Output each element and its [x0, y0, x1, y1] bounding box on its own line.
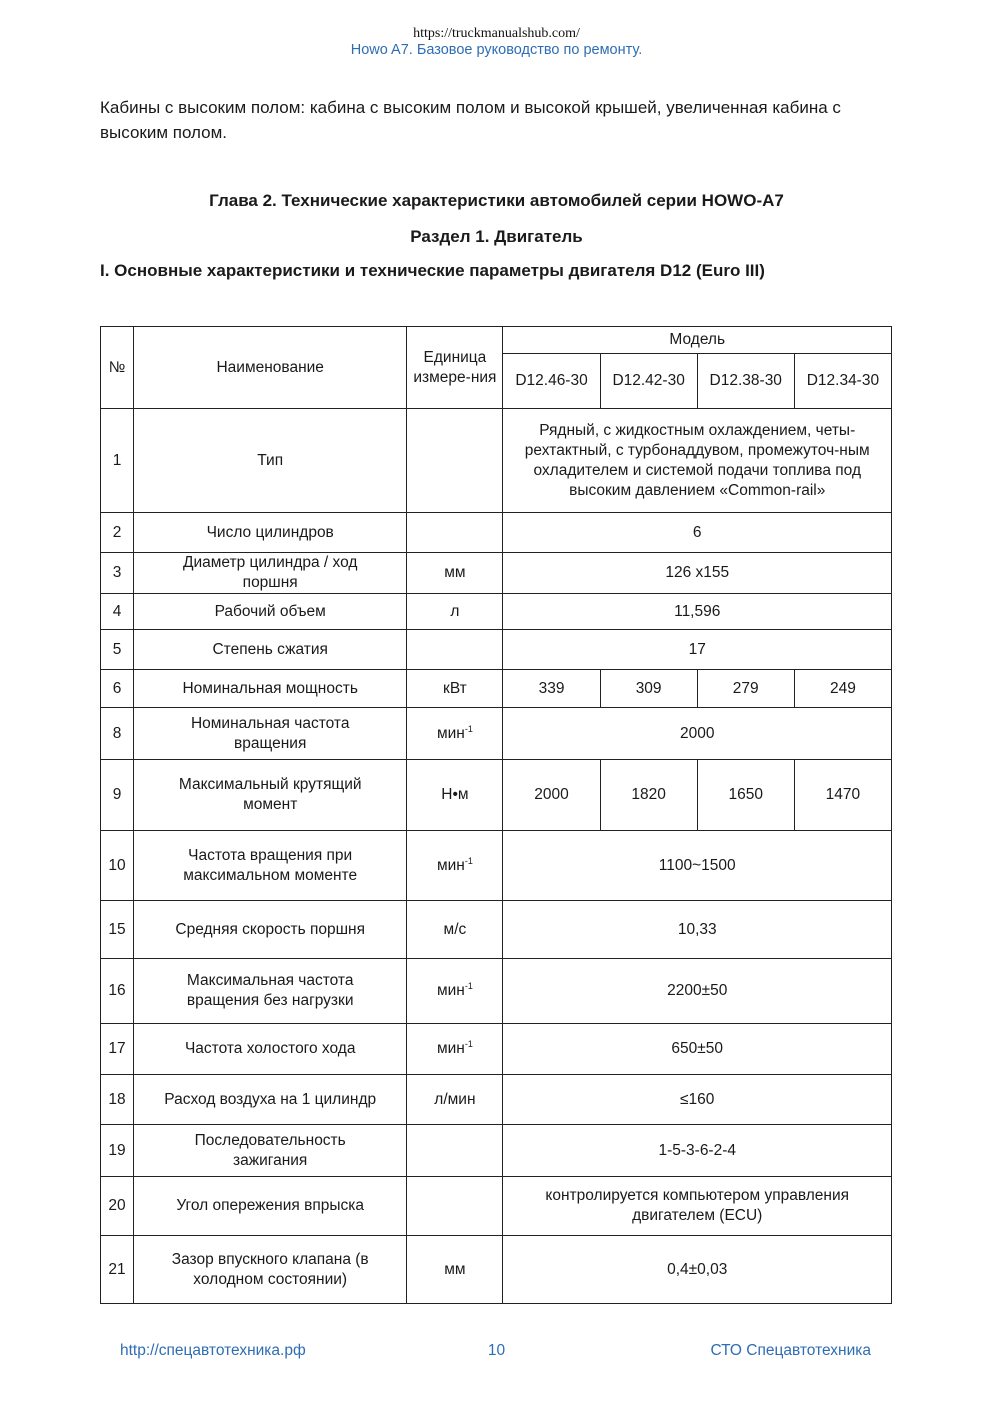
row-unit	[407, 760, 503, 831]
row-parameter-name: Последовательность зажигания	[134, 1125, 407, 1177]
row-number: 9	[101, 760, 134, 831]
row-unit-text: мин	[436, 724, 465, 742]
row-unit-exponent: -1	[464, 723, 473, 734]
table-row	[101, 409, 892, 513]
row-value-model-1: 2000	[503, 760, 600, 831]
spec-table-body	[101, 409, 892, 1304]
subsection-heading: I. Основные характеристики и технические параметры двигателя D12 (Euro III)	[100, 261, 765, 280]
table-row	[101, 513, 892, 553]
table-row	[101, 1236, 892, 1304]
row-unit	[407, 670, 503, 708]
row-parameter-name: Средняя скорость поршня	[134, 901, 407, 959]
row-number: 10	[101, 831, 134, 901]
footer-link[interactable]: http://спецавтотехника.рф	[120, 1342, 306, 1359]
row-number: 17	[101, 1024, 134, 1075]
header-model-d12-34-30: D12.34-30	[794, 354, 891, 409]
row-unit-exponent: -1	[464, 981, 473, 991]
table-row	[101, 1125, 892, 1177]
running-header: Howo A7. Базовое руководство по ремонту.	[350, 42, 643, 58]
row-unit-text: мин	[436, 1040, 465, 1057]
row-value-model-2: 1820	[600, 760, 697, 831]
row-value-all-models: 17	[503, 630, 892, 670]
table-row	[101, 553, 892, 594]
row-unit-text: мм	[444, 564, 466, 581]
row-number: 3	[101, 553, 134, 594]
row-parameter-name: Максимальный крутящий момент	[134, 760, 407, 831]
table-row	[101, 670, 892, 708]
row-parameter-name: Угол опережения впрыска	[134, 1177, 407, 1236]
row-parameter-name: Тип	[134, 409, 407, 513]
row-parameter-name: Расход воздуха на 1 цилиндр	[134, 1075, 407, 1125]
row-parameter-name: Частота холостого хода	[134, 1024, 407, 1075]
row-unit	[407, 1024, 503, 1075]
row-unit	[407, 409, 503, 513]
row-value-all-models: 1-5-3-6-2-4	[503, 1125, 892, 1177]
row-value-all-models: 10,33	[503, 901, 892, 959]
header-model-d12-46-30: D12.46-30	[503, 354, 600, 409]
row-unit-exponent: -1	[464, 1039, 473, 1049]
row-unit-text: Н•м	[441, 786, 469, 803]
table-row	[101, 1075, 892, 1125]
row-number: 15	[101, 901, 134, 959]
row-unit	[407, 513, 503, 553]
row-number: 18	[101, 1075, 134, 1125]
row-value-model-1: 339	[503, 670, 600, 708]
row-number: 16	[101, 959, 134, 1024]
row-value-all-models: ≤160	[503, 1075, 892, 1125]
table-row	[101, 959, 892, 1024]
row-unit	[407, 1177, 503, 1236]
row-value-all-models: 2000	[503, 708, 892, 760]
header-no: №	[101, 327, 134, 409]
row-unit-text: мин	[436, 856, 465, 874]
row-value-all-models: контролируется компьютером управления двигателем (ECU)	[503, 1177, 892, 1236]
row-unit-text: кВт	[443, 679, 467, 697]
row-unit	[407, 831, 503, 901]
chapter-heading: Глава 2. Технические характеристики автомобилей серии HOWO-A7	[209, 191, 784, 210]
row-value-all-models: 6	[503, 513, 892, 553]
row-parameter-name: Рабочий объем	[134, 594, 407, 630]
table-row	[101, 1177, 892, 1236]
row-number: 5	[101, 630, 134, 670]
row-number: 2	[101, 513, 134, 553]
header-model-d12-38-30: D12.38-30	[697, 354, 794, 409]
row-value-all-models: 0,4±0,03	[503, 1236, 892, 1304]
row-number: 20	[101, 1177, 134, 1236]
table-row	[101, 708, 892, 760]
row-value-all-models: Рядный, с жидкостным охлаждением, четы-рехтактный, с турбонаддувом, промежуточ-ным охладителем и системой подачи топлива под высоким давлением «Common-rail»	[503, 409, 892, 513]
row-number: 4	[101, 594, 134, 630]
source-url: https://truckmanualshub.com/	[413, 26, 580, 41]
section-heading: Раздел 1. Двигатель	[410, 227, 583, 246]
table-row	[101, 831, 892, 901]
row-unit-text: л/мин	[434, 1090, 476, 1108]
row-value-all-models: 650±50	[503, 1024, 892, 1075]
engine-spec-table	[100, 326, 892, 1304]
table-row	[101, 630, 892, 670]
row-parameter-name: Зазор впускного клапана (в холодном состоянии)	[134, 1236, 407, 1304]
row-unit	[407, 1075, 503, 1125]
row-value-all-models: 2200±50	[503, 959, 892, 1024]
row-value-model-3: 279	[697, 670, 794, 708]
row-parameter-name: Номинальная частота вращения	[134, 708, 407, 760]
table-row	[101, 1024, 892, 1075]
row-value-all-models: 11,596	[503, 594, 892, 630]
row-number: 8	[101, 708, 134, 760]
table-row	[101, 594, 892, 630]
row-value-all-models: 126 x155	[503, 553, 892, 594]
row-unit	[407, 1236, 503, 1304]
row-unit	[407, 630, 503, 670]
row-number: 21	[101, 1236, 134, 1304]
page-number: 10	[487, 1342, 506, 1359]
header-model-d12-42-30: D12.42-30	[600, 354, 697, 409]
row-unit	[407, 901, 503, 959]
header-name: Наименование	[134, 327, 407, 409]
row-unit	[407, 553, 503, 594]
row-value-all-models: 1100~1500	[503, 831, 892, 901]
row-parameter-name: Число цилиндров	[134, 513, 407, 553]
header-unit: Единица измере-ния	[407, 327, 503, 409]
intro-paragraph: Кабины с высоким полом: кабина с высоким полом и высокой крышей, увеличенная кабина с высоким полом.	[100, 98, 841, 142]
header-model: Модель	[503, 327, 892, 354]
row-unit-exponent: -1	[464, 855, 473, 866]
footer-org: СТО Спецавтотехника	[710, 1342, 871, 1359]
row-value-model-4: 249	[794, 670, 891, 708]
row-unit-text: м/с	[443, 920, 467, 938]
row-unit	[407, 708, 503, 760]
row-value-model-4: 1470	[794, 760, 891, 831]
row-value-model-3: 1650	[697, 760, 794, 831]
row-parameter-name: Номинальная мощность	[134, 670, 407, 708]
row-parameter-name: Степень сжатия	[134, 630, 407, 670]
row-number: 1	[101, 409, 134, 513]
row-number: 6	[101, 670, 134, 708]
row-parameter-name: Диаметр цилиндра / ход поршня	[134, 553, 407, 594]
row-value-model-2: 309	[600, 670, 697, 708]
row-unit-text: л	[450, 602, 460, 620]
row-unit	[407, 959, 503, 1024]
row-parameter-name: Частота вращения при максимальном моменте	[134, 831, 407, 901]
table-row	[101, 760, 892, 831]
row-unit	[407, 1125, 503, 1177]
row-parameter-name: Максимальная частота вращения без нагрузки	[134, 959, 407, 1024]
row-unit	[407, 594, 503, 630]
row-number: 19	[101, 1125, 134, 1177]
row-unit-text: мин	[436, 982, 465, 999]
table-row	[101, 901, 892, 959]
row-unit-text: мм	[444, 1260, 466, 1278]
